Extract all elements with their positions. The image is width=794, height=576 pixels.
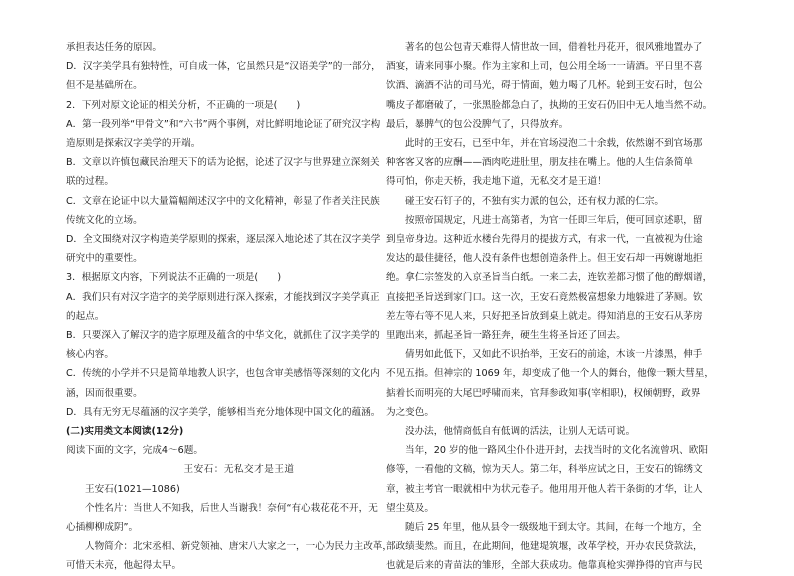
left-text-line: B．文章以许慎包藏民治理天下的话为论据，论述了汉字与世界建立深刻关 (66, 157, 380, 169)
left-text-line: 研究中的重要性。 (66, 253, 143, 265)
right-text-line: 按照帝国规定，凡进士高第者，为官一任即三年后，便可回京述职，留 (405, 214, 703, 226)
left-text-line: 2．下列对原文论证的相关分析，不正确的一项是( ) (66, 99, 301, 111)
left-text-line: A．我们只有对汉字造字的美学原则进行深入探索，才能找到汉字美学真正 (66, 291, 380, 303)
right-text-line: 随后 25 年里，他从县令一级级地干到太守。其间，在每一个地方，全 (405, 522, 702, 534)
right-text-line: 部政绩斐然。而且，在此期间，他建堤筑堰，改革学校，开办农民贷款法， (386, 541, 703, 553)
right-text-line: 差左等右等不见人来，只好把圣旨放到桌上就走。得知消息的王安石从茅房 (386, 310, 703, 322)
article-title: 王安石：无私交才是王道 (183, 464, 295, 476)
section-heading: (二)实用类文本阅读(12分) (66, 426, 184, 438)
right-text-line: 望尘莫及。 (386, 502, 434, 514)
right-text-line: 没办法，他情商低自有低调的活法，让别人无话可说。 (405, 426, 636, 438)
right-text-line: 到皇帝身边。这种近水楼台先得月的提拔方式，有求一代，一直被视为仕途 (386, 234, 703, 246)
left-text-line: 但不是基础所在。 (66, 80, 143, 92)
right-text-line: 当年，20 岁的他一路风尘仆仆进开封，去找当时的文化名流曾巩、欧阳 (405, 445, 709, 457)
left-column (66, 38, 412, 576)
right-text-line: 碰王安石钉子的，不独有实力派的包公，还有权力派的仁宗。 (405, 195, 665, 207)
left-text-line: D．全文围绕对汉字构造美学原则的探索，逐层深入地论述了其在汉字美学 (66, 234, 381, 246)
right-text-line: 直接把圣旨送到家门口。这一次，王安石竟然极富想象力地躲进了茅厕。钦 (386, 291, 703, 303)
right-text-line: 掂着长而明亮的大尾巴呼啸而来，官拜参政知事(宰相职)，权倾朝野，政界 (386, 387, 701, 399)
right-text-line: 绝。拿仁宗签发的入京圣旨当白纸。一来二去，连钦差都习惯了他的醇烟谱， (386, 272, 713, 284)
right-text-line: 最后，暴脾气的包公没脾气了，只得放弃。 (386, 118, 569, 130)
right-text-line: 为之变色。 (386, 406, 434, 418)
left-text-line: A．第一段列举“甲骨文”和“六书”两个事例，对比鲜明地论证了研究汉字构 (66, 118, 381, 130)
right-text-line: 酒宴，请来同事小聚。作为主家和上司，包公用全场一一请酒。平日里不喜 (386, 61, 703, 73)
left-text-line: D．具有无穷无尽蕴涵的汉字美学，能够相当充分地体现中国文化的蕴涵。 (66, 406, 381, 418)
left-text-line: C．文章在论证中以大量篇幅阐述汉字中的文化精神，彰显了作者关注民族 (66, 195, 380, 207)
left-text-line: 传统文化的立场。 (66, 214, 143, 226)
left-text-line: 联的过程。 (66, 176, 114, 188)
left-text-line: 阅读下面的文字，完成4～6题。 (66, 445, 203, 457)
left-text-line: 承担表达任务的原因。 (66, 42, 162, 53)
right-text-line: 也就是后来的青苗法的雏形，全部大获成功。他靠真枪实弹挣得的官声与民 (386, 560, 703, 572)
right-text-line: 此时的王安石，已至中年，并在官场浸泡二十余载，依然谢不到官场那 (405, 138, 703, 150)
right-text-line: 著名的包公包青天难得人情世故一回，借着牡丹花开，很风雅地置办了 (405, 42, 703, 53)
left-text-line: 3．根据原文内容，下列说法不正确的一项是( ) (66, 272, 282, 284)
right-text-line: 嘴皮子都磨破了，一张黑脸都急白了，执拗的王安石仍旧中无人地当然不动。 (386, 99, 713, 111)
left-text-line: B．只要深入了解汉字的造字原理及蕴含的中华文化，就抓住了汉字美学的 (66, 330, 380, 342)
right-text-line: 里跑出来，抓起圣旨一路狂奔，硬生生将圣旨还了回去。 (386, 330, 626, 342)
left-text-line: 可惜天未亮，他起得太早。 (66, 560, 182, 572)
right-text-line: 种客客又客的应酬——酒肉吃进肚里，朋友挂在嘴上。他的人生信条简单 (386, 157, 693, 169)
right-column (386, 38, 732, 576)
left-text-line: 造原则是探索汉字美学的开端。 (66, 138, 201, 150)
right-text-line: 章，被主考官一眼就相中为状元卷子。他用用开他人若干条街的才华，让人 (386, 483, 703, 495)
right-text-line: 倩男如此低下，又如此不识抬举，王安石的前途，木该一片漆黑，伸手 (405, 349, 703, 361)
left-text-line: 王安石(1021—1086) (85, 483, 180, 495)
right-text-line: 得可怕，你走天桥，我走地下道，无私交才是王道！ (386, 176, 607, 188)
right-text-line: 发达的最佳捷径，他人没有条件也想创造条件上。但王安石却一再婉谢地拒 (386, 253, 703, 265)
left-text-line: 个性名片：当世人不知我，后世人当谢我！奈何“有心栽花花不开，无 (85, 502, 378, 514)
left-text-line: 涵，因而很重要。 (66, 387, 143, 399)
left-text-line: 人物简介：北宋丞相、新党领袖、唐宋八大家之一，一心为民力主改革， (85, 541, 392, 553)
left-text-line: 心插柳柳成阴”。 (66, 522, 139, 534)
right-text-line: 修等，一看他的文稿，惊为天人。第二年，科举应试之日，王安石的锦绣文 (386, 464, 703, 476)
left-text-line: D．汉字美学具有独特性，可自成一体，它虽然只是“汉语美学”的一部分， (66, 61, 381, 73)
left-text-line: 的起点。 (66, 310, 105, 322)
right-text-line: 饮酒、滴酒不沾的司马光，碍于情面，勉力喝了几杯。轮到王安石时，包公 (386, 80, 703, 92)
right-text-line: 不见五指。但神宗的 1069 年，却变成了他一个人的舞台，他像一颗大彗星， (386, 368, 714, 380)
left-text-line: C．传统的小学并不只是简单地教人识字，也包含审美感悟等深刻的文化内 (66, 368, 380, 380)
left-text-line: 核心内容。 (66, 349, 114, 361)
